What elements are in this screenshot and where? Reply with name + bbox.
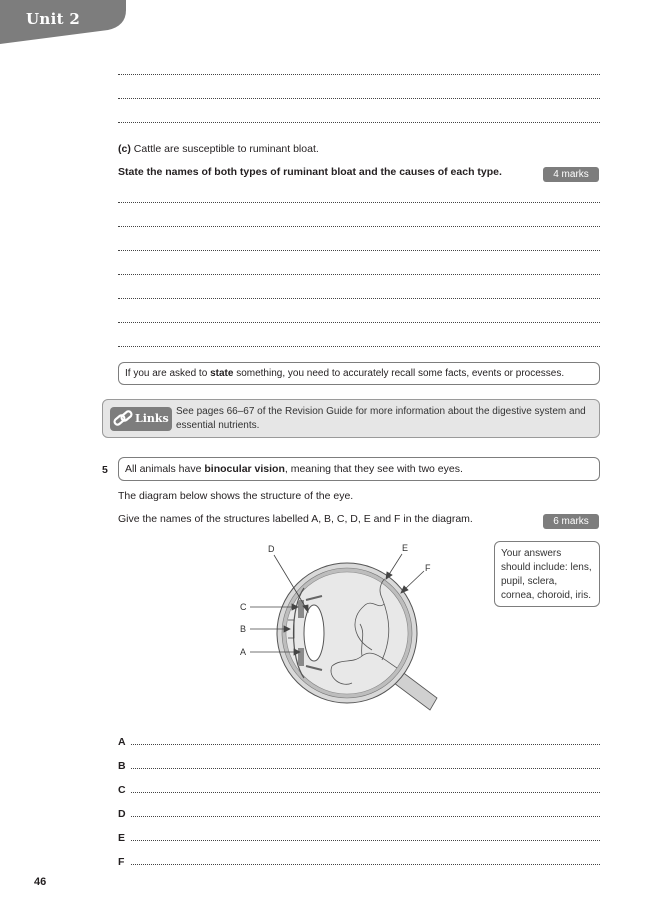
answer-line[interactable] xyxy=(118,274,600,275)
diagram-label-c: C xyxy=(240,602,247,612)
chain-link-icon xyxy=(112,408,136,430)
answer-line[interactable] xyxy=(118,346,600,347)
answer-label-f: F xyxy=(118,856,125,868)
part-c-label: (c) xyxy=(118,143,131,155)
page-number: 46 xyxy=(34,876,47,888)
label-line-e xyxy=(388,554,402,576)
part-c-instruction: State the names of both types of ruminant bloat and the causes of each type. xyxy=(118,166,502,178)
answer-line[interactable] xyxy=(118,250,600,251)
links-box xyxy=(102,399,600,438)
question-number: 5 xyxy=(102,464,108,476)
tip-prefix: If you are asked to xyxy=(125,368,211,379)
eye-diagram xyxy=(232,538,442,720)
lens xyxy=(304,605,324,661)
answer-line-e[interactable] xyxy=(131,840,600,841)
answer-line[interactable] xyxy=(118,226,600,227)
answer-line[interactable] xyxy=(118,74,600,75)
answer-line-c[interactable] xyxy=(131,792,600,793)
q5-suffix: , meaning that they see with two eyes. xyxy=(284,463,463,475)
tip-suffix: something, you need to accurately recall some facts, events or processes. xyxy=(233,368,565,379)
links-badge-label: Links xyxy=(135,412,169,425)
answer-line[interactable] xyxy=(118,322,600,323)
answer-label-b: B xyxy=(118,760,126,772)
answer-line-d[interactable] xyxy=(131,816,600,817)
label-line-f xyxy=(404,571,424,590)
question-5-box xyxy=(118,457,600,481)
tip-box xyxy=(118,362,600,385)
answer-label-c: C xyxy=(118,784,126,796)
answer-line[interactable] xyxy=(118,122,600,123)
part-c-intro-text: Cattle are susceptible to ruminant bloat. xyxy=(133,143,319,155)
links-text: See pages 66–67 of the Revision Guide for more information about the digestive system and essential nutrients. xyxy=(176,406,586,431)
iris-lower xyxy=(298,648,304,666)
question-5-text xyxy=(125,463,463,475)
q5-prefix: All animals have xyxy=(125,463,205,475)
answer-line-a[interactable] xyxy=(131,744,600,745)
answer-label-e: E xyxy=(118,832,126,844)
answer-line-f[interactable] xyxy=(131,864,600,865)
answer-line-b[interactable] xyxy=(131,768,600,769)
answer-label-d: D xyxy=(118,808,126,820)
marks-badge: 4 marks xyxy=(543,167,599,182)
diagram-label-e: E xyxy=(402,543,409,553)
hint-box: Your answers should include: lens, pupil, sclera, cornea, choroid, iris. xyxy=(494,541,600,607)
diagram-label-b: B xyxy=(240,624,247,634)
marks-badge: 6 marks xyxy=(543,514,599,529)
diagram-label-d: D xyxy=(268,544,275,554)
q5-instruction: Give the names of the structures labelled A, B, C, D, E and F in the diagram. xyxy=(118,513,473,525)
diagram-label-f: F xyxy=(425,563,431,573)
answer-line[interactable] xyxy=(118,98,600,99)
answer-line[interactable] xyxy=(118,202,600,203)
tip-keyword: state xyxy=(210,368,234,379)
diagram-intro: The diagram below shows the structure of the eye. xyxy=(118,490,354,502)
part-c-intro xyxy=(118,143,319,155)
tip-text xyxy=(125,368,564,379)
diagram-label-a: A xyxy=(240,647,247,657)
q5-keyword: binocular vision xyxy=(204,463,285,475)
unit-tab xyxy=(0,0,126,44)
answer-label-a: A xyxy=(118,736,126,748)
unit-label: Unit 2 xyxy=(26,10,81,28)
answer-line[interactable] xyxy=(118,298,600,299)
links-badge[interactable] xyxy=(110,407,172,431)
